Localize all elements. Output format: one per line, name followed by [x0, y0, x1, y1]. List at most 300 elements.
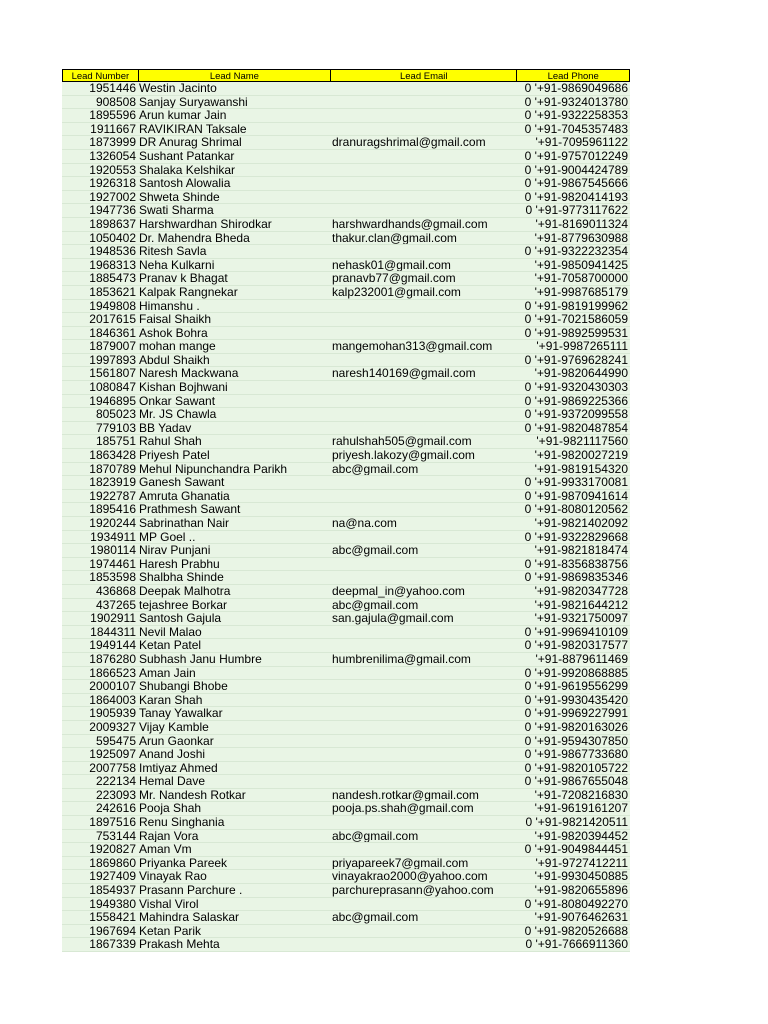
lead-email-cell[interactable] — [331, 150, 518, 163]
lead-email-cell[interactable] — [331, 177, 518, 190]
lead-name-cell[interactable]: Neha Kulkarni — [139, 258, 215, 272]
lead-name-cell[interactable]: Mahindra Salaskar — [139, 911, 240, 924]
lead-email-cell[interactable] — [331, 422, 518, 435]
lead-phone-cell[interactable]: 0 '+91-9320430303 — [524, 381, 628, 394]
lead-phone-cell[interactable]: 0 '+91-7045357483 — [524, 122, 628, 136]
lead-phone-cell[interactable]: 0 '+91-9892599531 — [524, 326, 628, 340]
lead-email-cell[interactable]: harshwardhands@gmail.com — [332, 217, 488, 231]
table-row[interactable] — [62, 204, 630, 218]
lead-email-cell[interactable]: pooja.ps.shah@gmail.com — [332, 802, 474, 816]
lead-email-cell[interactable]: thakur.clan@gmail.com — [332, 231, 457, 245]
lead-email-cell[interactable]: kalp232001@gmail.com — [332, 285, 461, 299]
lead-name-cell[interactable]: Nevil Malao — [139, 625, 202, 639]
lead-phone-cell[interactable]: '+91-9727412211 — [535, 856, 628, 870]
lead-number-cell[interactable]: 1951446 — [89, 82, 136, 95]
lead-email-cell[interactable]: abc@gmail.com — [332, 598, 419, 612]
lead-email-cell[interactable] — [331, 680, 518, 693]
lead-phone-cell[interactable]: 0 '+91-9867545666 — [524, 177, 628, 190]
table-row[interactable] — [62, 259, 630, 273]
lead-name-cell[interactable]: Westin Jacinto — [139, 82, 217, 95]
table-row[interactable] — [62, 109, 630, 123]
lead-phone-cell[interactable]: '+91-9321750097 — [534, 612, 628, 625]
lead-email-cell[interactable] — [331, 558, 518, 571]
table-row[interactable] — [62, 816, 630, 830]
lead-name-cell[interactable]: RAVIKIRAN Taksale — [139, 122, 247, 136]
table-row[interactable] — [62, 476, 630, 490]
lead-name-cell[interactable]: Pooja Shah — [139, 802, 202, 816]
table-row[interactable] — [62, 857, 630, 871]
lead-number-cell[interactable]: 1934911 — [90, 530, 136, 544]
table-row[interactable] — [62, 558, 630, 572]
lead-phone-cell[interactable]: '+91-9821818474 — [534, 544, 628, 557]
table-row[interactable] — [62, 354, 630, 368]
lead-number-cell[interactable]: 1867339 — [89, 938, 136, 951]
lead-name-cell[interactable]: Santosh Alowalia — [139, 177, 231, 190]
lead-phone-cell[interactable]: '+91-8779630988 — [534, 231, 628, 245]
lead-name-cell[interactable]: Vinayak Rao — [139, 870, 207, 884]
table-row[interactable] — [62, 599, 630, 613]
lead-phone-cell[interactable]: 0 '+91-9969410109 — [524, 625, 628, 639]
table-row[interactable] — [62, 544, 630, 558]
column-header-lead-number[interactable]: Lead Number — [63, 70, 139, 81]
lead-number-cell[interactable]: 753144 — [95, 829, 136, 843]
lead-number-cell[interactable]: 1949808 — [89, 299, 136, 313]
lead-phone-cell[interactable]: '+91-9820394452 — [534, 829, 628, 843]
lead-phone-cell[interactable]: 0 '+91-9322232354 — [524, 245, 628, 258]
table-row[interactable] — [62, 245, 630, 259]
lead-number-cell[interactable]: 1844311 — [90, 625, 136, 639]
lead-name-cell[interactable]: Ketan Parik — [139, 924, 202, 938]
table-row[interactable] — [62, 653, 630, 667]
lead-email-cell[interactable] — [331, 762, 518, 775]
table-row[interactable] — [62, 517, 630, 531]
table-row[interactable] — [62, 721, 630, 735]
lead-number-cell[interactable]: 1866523 — [89, 666, 136, 680]
lead-number-cell[interactable]: 1911667 — [90, 122, 136, 136]
lead-phone-cell[interactable]: '+91-9850941425 — [534, 258, 628, 272]
table-row[interactable] — [62, 367, 630, 381]
lead-phone-cell[interactable]: '+91-9987685179 — [534, 285, 628, 299]
table-row[interactable] — [62, 300, 630, 314]
lead-name-cell[interactable]: Dr. Mahendra Bheda — [139, 231, 250, 245]
lead-number-cell[interactable]: 1561807 — [89, 367, 136, 381]
lead-email-cell[interactable]: deepmal_in@yahoo.com — [332, 584, 465, 598]
lead-number-cell[interactable]: 1949380 — [89, 897, 136, 911]
table-row[interactable] — [62, 735, 630, 749]
lead-name-cell[interactable]: Shubangi Bhobe — [139, 680, 228, 693]
lead-number-cell[interactable]: 1920244 — [89, 517, 136, 530]
table-row[interactable] — [62, 870, 630, 884]
lead-name-cell[interactable]: Amruta Ghanatia — [139, 489, 230, 503]
lead-email-cell[interactable]: vinayakrao2000@yahoo.com — [332, 870, 488, 884]
lead-email-cell[interactable] — [331, 96, 518, 109]
lead-phone-cell[interactable]: 0 '+91-9869835346 — [524, 571, 628, 584]
lead-name-cell[interactable]: Deepak Malhotra — [139, 584, 231, 598]
lead-email-cell[interactable] — [331, 639, 518, 652]
table-row[interactable] — [62, 843, 630, 857]
lead-email-cell[interactable] — [331, 735, 518, 748]
lead-number-cell[interactable]: 1927409 — [89, 870, 136, 884]
lead-number-cell[interactable]: 1885473 — [89, 272, 136, 285]
lead-phone-cell[interactable]: 0 '+91-9869049686 — [524, 82, 628, 95]
lead-phone-cell[interactable]: '+91-8879611469 — [535, 652, 628, 666]
lead-phone-cell[interactable]: 0 '+91-9757012249 — [524, 149, 628, 163]
lead-email-cell[interactable]: naresh140169@gmail.com — [332, 367, 476, 381]
lead-email-cell[interactable]: abc@gmail.com — [332, 544, 419, 557]
lead-name-cell[interactable]: DR Anurag Shrimal — [139, 136, 242, 149]
lead-name-cell[interactable]: Ketan Patel — [139, 639, 202, 652]
lead-name-cell[interactable]: Aman Jain — [139, 666, 196, 680]
lead-phone-cell[interactable]: '+91-7208216830 — [534, 788, 628, 802]
lead-email-cell[interactable] — [331, 667, 518, 680]
lead-name-cell[interactable]: Tanay Yawalkar — [139, 707, 223, 720]
lead-name-cell[interactable]: Vijay Kamble — [139, 720, 209, 734]
lead-number-cell[interactable]: 908508 — [95, 95, 136, 109]
lead-name-cell[interactable]: Naresh Mackwana — [139, 367, 239, 381]
column-header-lead-name[interactable]: Lead Name — [139, 70, 331, 81]
lead-number-cell[interactable]: 1974461 — [89, 557, 136, 571]
lead-number-cell[interactable]: 1947736 — [89, 204, 136, 217]
lead-number-cell[interactable]: 1895596 — [89, 109, 136, 122]
table-row[interactable] — [62, 830, 630, 844]
lead-number-cell[interactable]: 1870789 — [89, 462, 136, 476]
lead-number-cell[interactable]: 1846361 — [89, 326, 136, 340]
lead-number-cell[interactable]: 1922787 — [89, 489, 136, 503]
table-row[interactable] — [62, 422, 630, 436]
lead-number-cell[interactable]: 1926318 — [89, 177, 136, 190]
lead-name-cell[interactable]: Priyesh Patel — [139, 449, 210, 462]
lead-phone-cell[interactable]: 0 '+91-9870941614 — [524, 489, 628, 503]
lead-email-cell[interactable] — [331, 775, 518, 788]
lead-name-cell[interactable]: Ritesh Savla — [139, 245, 207, 258]
lead-phone-cell[interactable]: 0 '+91-7666911360 — [525, 938, 628, 951]
table-row[interactable] — [62, 612, 630, 626]
table-row[interactable] — [62, 490, 630, 504]
lead-name-cell[interactable]: Rahul Shah — [139, 435, 202, 449]
lead-name-cell[interactable]: Karan Shah — [139, 693, 203, 707]
lead-phone-cell[interactable]: 0 '+91-9773117622 — [525, 204, 628, 217]
lead-phone-cell[interactable]: 0 '+91-9322829668 — [524, 530, 628, 544]
lead-name-cell[interactable]: Mr. JS Chawla — [139, 408, 217, 421]
lead-number-cell[interactable]: 1854937 — [89, 884, 136, 897]
lead-email-cell[interactable]: dranuragshrimal@gmail.com — [332, 136, 486, 149]
lead-name-cell[interactable]: Sushant Patankar — [139, 149, 235, 163]
lead-name-cell[interactable]: Priyanka Pareek — [139, 856, 228, 870]
lead-phone-cell[interactable]: '+91-9821402092 — [534, 517, 628, 530]
lead-email-cell[interactable] — [331, 938, 518, 951]
lead-phone-cell[interactable]: '+91-8169011324 — [535, 217, 628, 231]
lead-name-cell[interactable]: Shalbha Shinde — [139, 571, 224, 584]
lead-email-cell[interactable] — [331, 313, 518, 326]
table-row[interactable] — [62, 136, 630, 150]
lead-number-cell[interactable]: 1902911 — [90, 612, 136, 625]
lead-name-cell[interactable]: Subhash Janu Humbre — [139, 652, 262, 666]
lead-name-cell[interactable]: Shalaka Kelshikar — [139, 163, 236, 177]
lead-phone-cell[interactable]: 0 '+91-9933170081 — [524, 476, 628, 489]
lead-name-cell[interactable]: Imtiyaz Ahmed — [139, 761, 218, 775]
lead-name-cell[interactable]: BB Yadav — [139, 421, 192, 435]
lead-email-cell[interactable] — [331, 245, 518, 258]
lead-name-cell[interactable]: mohan mange — [139, 340, 216, 353]
table-row[interactable] — [62, 286, 630, 300]
lead-name-cell[interactable]: Kishan Bojhwani — [139, 381, 228, 394]
lead-phone-cell[interactable]: 0 '+91-9594307850 — [524, 734, 628, 748]
lead-number-cell[interactable]: 2007758 — [89, 761, 136, 775]
lead-phone-cell[interactable]: 0 '+91-9920868885 — [524, 666, 628, 680]
lead-number-cell[interactable]: 779103 — [95, 421, 136, 435]
lead-phone-cell[interactable]: 0 '+91-9821420511 — [525, 816, 628, 829]
table-row[interactable] — [62, 911, 630, 925]
lead-name-cell[interactable]: Faisal Shaikh — [139, 313, 212, 326]
lead-name-cell[interactable]: Rajan Vora — [139, 829, 199, 843]
lead-email-cell[interactable]: san.gajula@gmail.com — [332, 612, 454, 625]
lead-phone-cell[interactable]: 0 '+91-9867655048 — [524, 775, 628, 788]
lead-phone-cell[interactable]: 0 '+91-9969227991 — [524, 707, 628, 720]
lead-number-cell[interactable]: 1895416 — [89, 503, 136, 516]
lead-name-cell[interactable]: tejashree Borkar — [139, 598, 228, 612]
lead-number-cell[interactable]: 185751 — [95, 435, 136, 449]
lead-email-cell[interactable] — [331, 123, 518, 136]
table-row[interactable] — [62, 272, 630, 286]
lead-number-cell[interactable]: 1920553 — [89, 163, 136, 177]
lead-number-cell[interactable]: 1823919 — [89, 476, 136, 489]
lead-phone-cell[interactable]: 0 '+91-9820414193 — [524, 190, 628, 204]
lead-phone-cell[interactable]: 0 '+91-9049844451 — [524, 843, 628, 856]
table-row[interactable] — [62, 463, 630, 477]
lead-phone-cell[interactable]: 0 '+91-9820163026 — [524, 720, 628, 734]
lead-number-cell[interactable]: 2009327 — [89, 720, 136, 734]
lead-number-cell[interactable]: 1558421 — [89, 911, 136, 924]
lead-email-cell[interactable] — [331, 571, 518, 584]
lead-number-cell[interactable]: 1997893 — [89, 353, 136, 367]
lead-email-cell[interactable] — [331, 925, 518, 938]
lead-phone-cell[interactable]: 0 '+91-8080492270 — [524, 897, 628, 911]
lead-phone-cell[interactable]: 0 '+91-9324013780 — [524, 95, 628, 109]
lead-email-cell[interactable] — [331, 109, 518, 122]
lead-name-cell[interactable]: Sabrinathan Nair — [139, 517, 230, 530]
table-row[interactable] — [62, 232, 630, 246]
table-row[interactable] — [62, 381, 630, 395]
lead-number-cell[interactable]: 1897516 — [89, 816, 136, 829]
lead-name-cell[interactable]: Kalpak Rangnekar — [139, 285, 238, 299]
lead-email-cell[interactable]: abc@gmail.com — [332, 911, 419, 924]
lead-name-cell[interactable]: Harshwardhan Shirodkar — [139, 217, 272, 231]
lead-email-cell[interactable]: abc@gmail.com — [332, 462, 419, 476]
lead-name-cell[interactable]: Sanjay Suryawanshi — [139, 95, 248, 109]
lead-email-cell[interactable] — [331, 531, 518, 544]
table-row[interactable] — [62, 327, 630, 341]
lead-name-cell[interactable]: Hemal Dave — [139, 775, 206, 788]
lead-email-cell[interactable]: abc@gmail.com — [332, 829, 419, 843]
lead-email-cell[interactable] — [331, 82, 518, 95]
lead-number-cell[interactable]: 1948536 — [89, 245, 136, 258]
lead-email-cell[interactable] — [331, 898, 518, 911]
lead-name-cell[interactable]: Ashok Bohra — [139, 326, 208, 340]
lead-name-cell[interactable]: Arun kumar Jain — [139, 109, 227, 122]
table-row[interactable] — [62, 191, 630, 205]
lead-name-cell[interactable]: Himanshu . — [139, 299, 200, 313]
table-row[interactable] — [62, 626, 630, 640]
lead-phone-cell[interactable]: 0 '+91-9619556299 — [524, 680, 628, 693]
lead-name-cell[interactable]: Aman Vm — [139, 843, 192, 856]
table-row[interactable] — [62, 531, 630, 545]
lead-phone-cell[interactable]: 0 '+91-8356838756 — [524, 557, 628, 571]
lead-name-cell[interactable]: Nirav Punjani — [139, 544, 211, 557]
lead-email-cell[interactable]: humbrenilima@gmail.com — [332, 652, 471, 666]
lead-email-cell[interactable]: pranavb77@gmail.com — [332, 272, 456, 285]
lead-number-cell[interactable]: 1869860 — [89, 856, 136, 870]
lead-phone-cell[interactable]: 0 '+91-9820487854 — [524, 421, 628, 435]
lead-name-cell[interactable]: Prasann Parchure . — [139, 884, 243, 897]
lead-email-cell[interactable] — [331, 707, 518, 720]
lead-email-cell[interactable] — [331, 694, 518, 707]
lead-name-cell[interactable]: Swati Sharma — [139, 204, 214, 217]
table-row[interactable] — [62, 408, 630, 422]
table-row[interactable] — [62, 762, 630, 776]
lead-name-cell[interactable]: Mr. Nandesh Rotkar — [139, 788, 246, 802]
lead-number-cell[interactable]: 1949144 — [89, 639, 136, 652]
table-row[interactable] — [62, 789, 630, 803]
lead-phone-cell[interactable]: '+91-9820644990 — [534, 367, 628, 381]
lead-number-cell[interactable]: 1326054 — [89, 149, 136, 163]
table-row[interactable] — [62, 680, 630, 694]
lead-phone-cell[interactable]: '+91-9820347728 — [534, 584, 628, 598]
lead-email-cell[interactable] — [331, 354, 518, 367]
lead-name-cell[interactable]: Arun Gaonkar — [139, 734, 214, 748]
lead-email-cell[interactable] — [331, 327, 518, 340]
lead-number-cell[interactable]: 1925097 — [89, 748, 136, 761]
lead-number-cell[interactable]: 1927002 — [89, 190, 136, 204]
lead-phone-cell[interactable]: 0 '+91-9820317577 — [524, 639, 628, 652]
table-row[interactable] — [62, 449, 630, 463]
table-row[interactable] — [62, 938, 630, 952]
lead-email-cell[interactable]: na@na.com — [332, 517, 397, 530]
table-row[interactable] — [62, 164, 630, 178]
lead-name-cell[interactable]: Haresh Prabhu — [139, 557, 220, 571]
lead-name-cell[interactable]: Prathmesh Sawant — [139, 503, 241, 516]
lead-phone-cell[interactable]: 0 '+91-9819199962 — [524, 299, 628, 313]
table-row[interactable] — [62, 884, 630, 898]
lead-number-cell[interactable]: 595475 — [95, 734, 136, 748]
lead-name-cell[interactable]: Anand Joshi — [139, 748, 206, 761]
lead-number-cell[interactable]: 436868 — [95, 584, 136, 598]
lead-phone-cell[interactable]: 0 '+91-7021586059 — [524, 313, 628, 326]
lead-phone-cell[interactable]: '+91-9820655896 — [534, 884, 628, 897]
lead-email-cell[interactable] — [331, 721, 518, 734]
lead-phone-cell[interactable]: '+91-9820027219 — [534, 449, 628, 462]
table-row[interactable] — [62, 639, 630, 653]
column-header-lead-email[interactable]: Lead Email — [331, 70, 517, 81]
table-row[interactable] — [62, 748, 630, 762]
lead-phone-cell[interactable]: '+91-9819154320 — [534, 462, 628, 476]
lead-number-cell[interactable]: 1050402 — [89, 231, 136, 245]
lead-number-cell[interactable]: 223093 — [95, 788, 136, 802]
lead-email-cell[interactable] — [331, 381, 518, 394]
lead-number-cell[interactable]: 222134 — [95, 775, 136, 788]
lead-name-cell[interactable]: Mehul Nipunchandra Parikh — [139, 462, 288, 476]
lead-number-cell[interactable]: 1879007 — [89, 340, 136, 353]
lead-email-cell[interactable] — [331, 843, 518, 856]
lead-email-cell[interactable]: parchureprasann@yahoo.com — [332, 884, 494, 897]
table-row[interactable] — [62, 218, 630, 232]
lead-email-cell[interactable]: mangemohan313@gmail.com — [332, 340, 493, 353]
lead-email-cell[interactable] — [331, 476, 518, 489]
lead-number-cell[interactable]: 1080847 — [89, 381, 136, 394]
lead-number-cell[interactable]: 1905939 — [89, 707, 136, 720]
lead-number-cell[interactable]: 1863428 — [89, 449, 136, 462]
lead-email-cell[interactable] — [331, 164, 518, 177]
lead-phone-cell[interactable]: 0 '+91-9322258353 — [524, 109, 628, 122]
lead-name-cell[interactable]: Vishal Virol — [139, 897, 199, 911]
table-row[interactable] — [62, 571, 630, 585]
table-row[interactable] — [62, 395, 630, 409]
lead-phone-cell[interactable]: 0 '+91-9867733680 — [524, 748, 628, 761]
lead-phone-cell[interactable]: '+91-9821117560 — [536, 435, 628, 449]
lead-name-cell[interactable]: Santosh Gajula — [139, 612, 222, 625]
lead-name-cell[interactable]: Abdul Shaikh — [139, 353, 210, 367]
table-row[interactable] — [62, 177, 630, 191]
lead-number-cell[interactable]: 805023 — [95, 408, 136, 421]
lead-email-cell[interactable] — [331, 408, 518, 421]
table-row[interactable] — [62, 802, 630, 816]
table-row[interactable] — [62, 435, 630, 449]
lead-phone-cell[interactable]: 0 '+91-9820526688 — [524, 924, 628, 938]
lead-number-cell[interactable]: 1898637 — [89, 217, 136, 231]
lead-phone-cell[interactable]: 0 '+91-9869225366 — [524, 394, 628, 408]
table-row[interactable] — [62, 775, 630, 789]
table-row[interactable] — [62, 667, 630, 681]
lead-phone-cell[interactable]: 0 '+91-9769628241 — [524, 353, 628, 367]
lead-name-cell[interactable]: Pranav k Bhagat — [139, 272, 228, 285]
lead-email-cell[interactable] — [331, 626, 518, 639]
lead-number-cell[interactable]: 1968313 — [89, 258, 136, 272]
lead-phone-cell[interactable]: '+91-9619161207 — [534, 802, 628, 816]
lead-phone-cell[interactable]: '+91-9821644212 — [534, 598, 628, 612]
lead-number-cell[interactable]: 1967694 — [89, 924, 136, 938]
lead-email-cell[interactable] — [331, 191, 518, 204]
table-row[interactable] — [62, 707, 630, 721]
lead-name-cell[interactable]: Onkar Sawant — [139, 394, 216, 408]
lead-number-cell[interactable]: 2017615 — [89, 313, 136, 326]
lead-email-cell[interactable] — [331, 204, 518, 217]
lead-number-cell[interactable]: 1853621 — [89, 285, 136, 299]
table-row[interactable] — [62, 123, 630, 137]
table-row[interactable] — [62, 150, 630, 164]
table-row[interactable] — [62, 340, 630, 354]
lead-name-cell[interactable]: Shweta Shinde — [139, 190, 220, 204]
column-header-lead-phone[interactable]: Lead Phone — [547, 71, 599, 81]
lead-number-cell[interactable]: 2000107 — [89, 680, 136, 693]
lead-name-cell[interactable]: MP Goel .. — [139, 530, 196, 544]
lead-email-cell[interactable] — [331, 748, 518, 761]
lead-email-cell[interactable] — [331, 300, 518, 313]
lead-phone-cell[interactable]: '+91-9076462631 — [534, 911, 628, 924]
lead-email-cell[interactable]: nandesh.rotkar@gmail.com — [332, 788, 479, 802]
lead-email-cell[interactable] — [331, 503, 518, 516]
lead-email-cell[interactable] — [331, 816, 518, 829]
lead-number-cell[interactable]: 1876280 — [89, 652, 136, 666]
table-row[interactable] — [62, 313, 630, 327]
lead-number-cell[interactable]: 1946895 — [89, 394, 136, 408]
lead-phone-cell[interactable]: 0 '+91-9820105722 — [524, 761, 628, 775]
table-row[interactable] — [62, 898, 630, 912]
lead-phone-cell[interactable]: '+91-7058700000 — [534, 272, 628, 285]
table-row[interactable] — [62, 585, 630, 599]
table-row[interactable] — [62, 96, 630, 110]
table-row[interactable] — [62, 82, 630, 96]
lead-email-cell[interactable]: priyesh.lakozy@gmail.com — [332, 449, 475, 462]
lead-name-cell[interactable]: Prakash Mehta — [139, 938, 220, 951]
